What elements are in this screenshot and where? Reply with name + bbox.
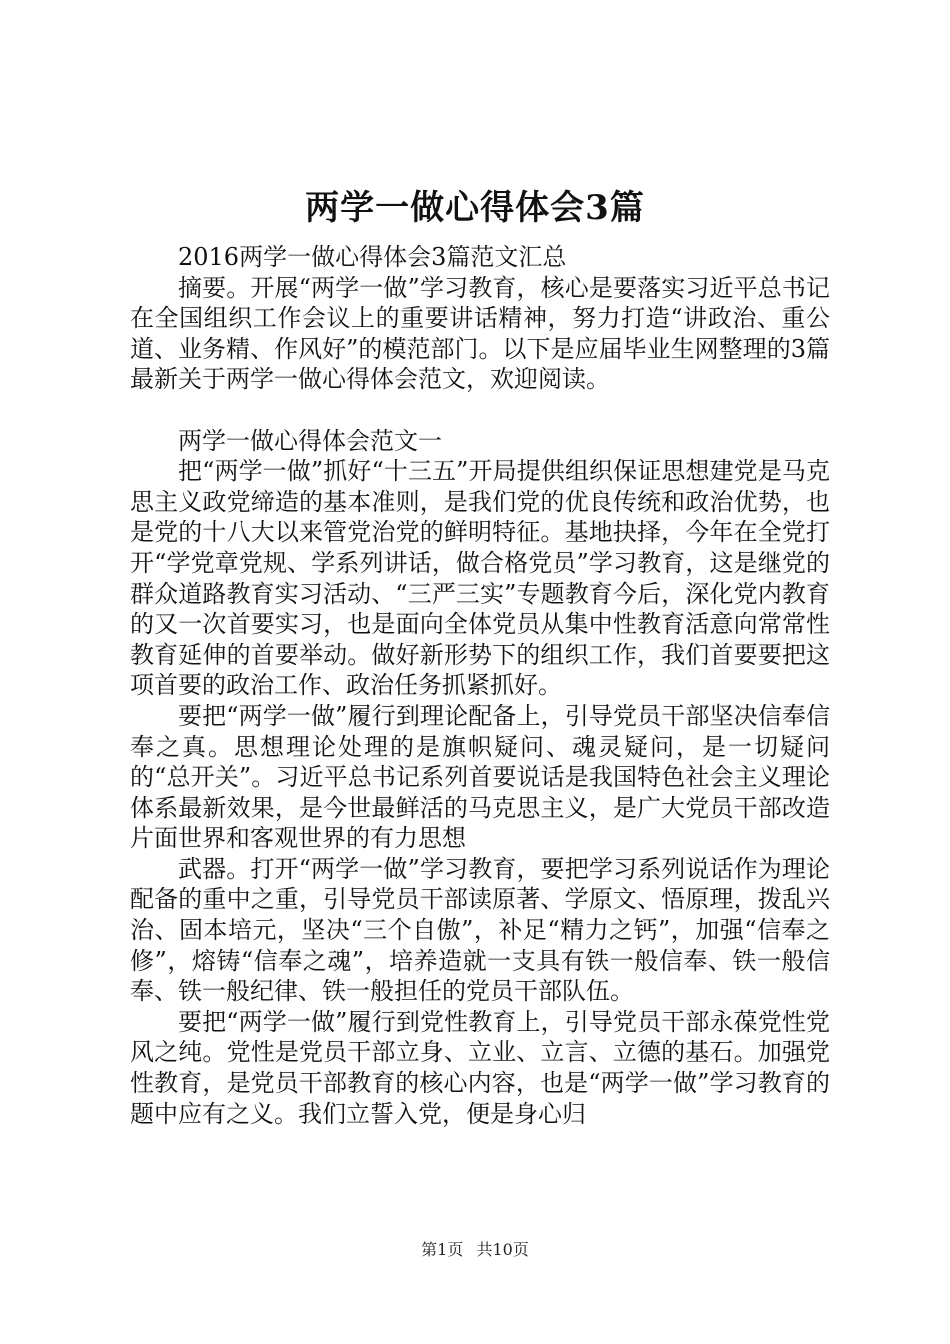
document-title: 两学一做心得体会3篇 (305, 188, 645, 228)
page-total: 共10页 (476, 1240, 529, 1259)
body-paragraph: 要把“两学一做”履行到理论配备上，引导党员干部坚决信奉信奉之真。思想理论处理的是旗帜疑问、魂灵疑问，是一切疑问的“总开关”。习近平总书记系列首要说话是我国特色社会主义理论体系最新效果，是今世最鲜活的马克思主义，是广大党员干部改造片面世界和客观世界的有力思想 (130, 701, 830, 853)
section-heading: 两学一做心得体会范文一 (178, 426, 442, 455)
abstract-paragraph: 摘要。开展“两学一做”学习教育，核心是要落实习近平总书记在全国组织工作会议上的重要讲话精神，努力打造“讲政治、重公道、业务精、作风好”的模范部门。以下是应届毕业生网整理的3篇最新关于两学一做心得体会范文，欢迎阅读。 (130, 273, 830, 394)
page-number: 第1页 (421, 1240, 464, 1259)
page-footer (0, 1240, 950, 1260)
body-paragraph: 要把“两学一做”履行到党性教育上，引导党员干部永葆党性党风之纯。党性是党员干部立身、立业、立言、立德的基石。加强党性教育，是党员干部教育的核心内容，也是“两学一做”学习教育的题中应有之义。我们立誓入党，便是身心归 (130, 1007, 830, 1128)
subtitle-paragraph: 2016两学一做心得体会3篇范文汇总 (178, 243, 567, 271)
body-paragraph: 把“两学一做”抓好“十三五”开局提供组织保证思想建党是马克思主义政党缔造的基本准则，是我们党的优良传统和政治优势，也是党的十八大以来管党治党的鲜明特征。基地抉择，今年在全党打开“学党章党规、学系列讲话，做合格党员”学习教育，这是继党的群众道路教育实习活动、“三严三实”专题教育今后，深化党内教育的又一次首要实习，也是面向全体党员从集中性教育活意向常常性教育延伸的首要举动。做好新形势下的组织工作，我们首要要把这项首要的政治工作、政治任务抓紧抓好。 (130, 457, 830, 700)
body-paragraph: 武器。打开“两学一做”学习教育，要把学习系列说话作为理论配备的重中之重，引导党员干部读原著、学原文、悟原理，拨乱兴治、固本培元，坚决“三个自傲”，补足“精力之钙”，加强“信奉之修”，熔铸“信奉之魂”，培养造就一支具有铁一般信奉、铁一般信奉、铁一般纪律、铁一般担任的党员干部队伍。 (130, 854, 830, 1006)
document-body (130, 242, 830, 1129)
